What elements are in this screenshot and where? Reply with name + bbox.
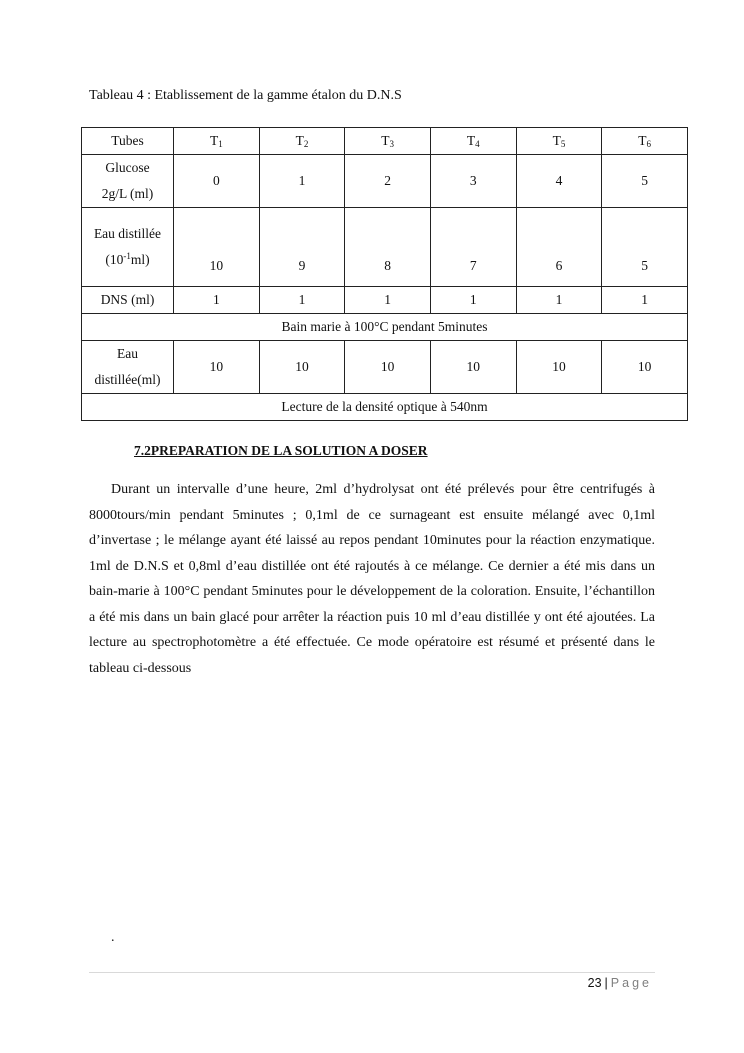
eau-label-line1: Eau distillée [93,226,162,241]
table-row-dns [82,287,688,314]
tube-header-4 [430,128,516,155]
tube-prefix: T [209,133,219,148]
table-cell: 10 [174,208,260,287]
table-cell: 10 [174,341,260,394]
table-row-bain-marie [82,314,688,341]
eau2-label-line2: distillée(ml) [94,372,161,387]
tubes-header: Tubes [82,128,174,155]
eau2-label-line1: Eau [117,346,138,361]
table-cell: 1 [259,287,345,314]
glucose-label [82,155,174,208]
table-cell: 1 [259,155,345,208]
table-cell: 9 [259,208,345,287]
page-footer [588,976,652,990]
tube-subscript: 4 [475,139,480,149]
eau-unit-exponent: -1 [123,251,131,261]
tube-subscript: 6 [646,139,652,149]
eau-distillee-final-label [82,341,174,394]
table-row-glucose [82,155,688,208]
tube-header-3 [345,128,431,155]
table-row-eau-distillee-final [82,341,688,394]
table-cell: 1 [430,287,516,314]
footer-divider [89,972,655,973]
table-cell: 7 [430,208,516,287]
page-number: 23 [587,976,602,990]
table-cell: 1 [602,287,688,314]
tube-prefix: T [295,133,304,148]
table-cell: 1 [174,287,260,314]
table-cell: 5 [602,208,688,287]
tube-prefix: T [466,133,476,148]
tube-prefix: T [381,133,390,148]
eau-label-line2 [82,247,173,273]
tube-header-6 [602,128,688,155]
table-row-tubes [82,128,688,155]
tube-subscript: 3 [389,139,395,149]
dns-label: DNS (ml) [82,287,174,314]
table-cell: 0 [174,155,260,208]
table-cell: 10 [602,341,688,394]
table-cell: 10 [430,341,516,394]
table-cell: 10 [516,341,602,394]
tube-subscript: 1 [218,139,223,149]
footer-separator: | [604,976,608,990]
table-row-lecture [82,394,688,421]
table-cell: 1 [516,287,602,314]
glucose-label-line2: 2g/L (ml) [101,186,154,201]
eau-distillee-label [82,208,174,287]
tube-header-2 [259,128,345,155]
eau-unit-close: ml) [130,252,150,267]
table-cell: 1 [345,287,431,314]
table-row-eau-distillee [82,208,688,287]
eau-unit-open: (10 [105,252,124,267]
table-cell: 10 [345,341,431,394]
table-cell: 5 [602,155,688,208]
table-cell: 6 [516,208,602,287]
dns-calibration-table [81,127,688,421]
table-cell: 8 [345,208,431,287]
glucose-label-line1: Glucose [105,160,150,175]
page-word: Page [610,976,652,990]
table-cell: 10 [259,341,345,394]
table-cell: 3 [430,155,516,208]
stray-dot: . [111,930,115,945]
tube-prefix: T [638,133,647,148]
tube-subscript: 5 [560,139,566,149]
tube-header-1 [174,128,260,155]
tube-prefix: T [552,133,561,148]
body-paragraph: Durant un intervalle d’une heure, 2ml d’hydrolysat ont été prélevés pour être centrifugés à 8000tours/min pendant 5minutes ; 0,1ml de ce surnageant est ensuite mélangé avec 0,1ml d’invertase ; le mélange ayant été laissé au repos pendant 10minutes pour la réaction enzymatique. 1ml de D.N.S et 0,8ml d’eau distillée ont été rajoutés à ce mélange. Ce dernier a été mis dans un bain-marie à 100°C pendant 5minutes pour le développement de la coloration. Ensuite, l’échantillon a été mis dans un bain glacé pour arrêter la réaction puis 10 ml d’eau distillée y ont été ajoutées. La lecture au spectrophotomètre a été effectuée. Ce mode opératoire est résumé et présenté dans le tableau ci-dessous [89,482,655,676]
bain-marie-note: Bain marie à 100°C pendant 5minutes [82,314,688,341]
lecture-note: Lecture de la densité optique à 540nm [82,394,688,421]
table-caption: Tableau 4 : Etablissement de la gamme étalon du D.N.S [89,88,402,103]
tube-header-5 [516,128,602,155]
tube-subscript: 2 [303,139,309,149]
table-cell: 4 [516,155,602,208]
section-title: 7.2PREPARATION DE LA SOLUTION A DOSER [134,443,428,458]
table-cell: 2 [345,155,431,208]
